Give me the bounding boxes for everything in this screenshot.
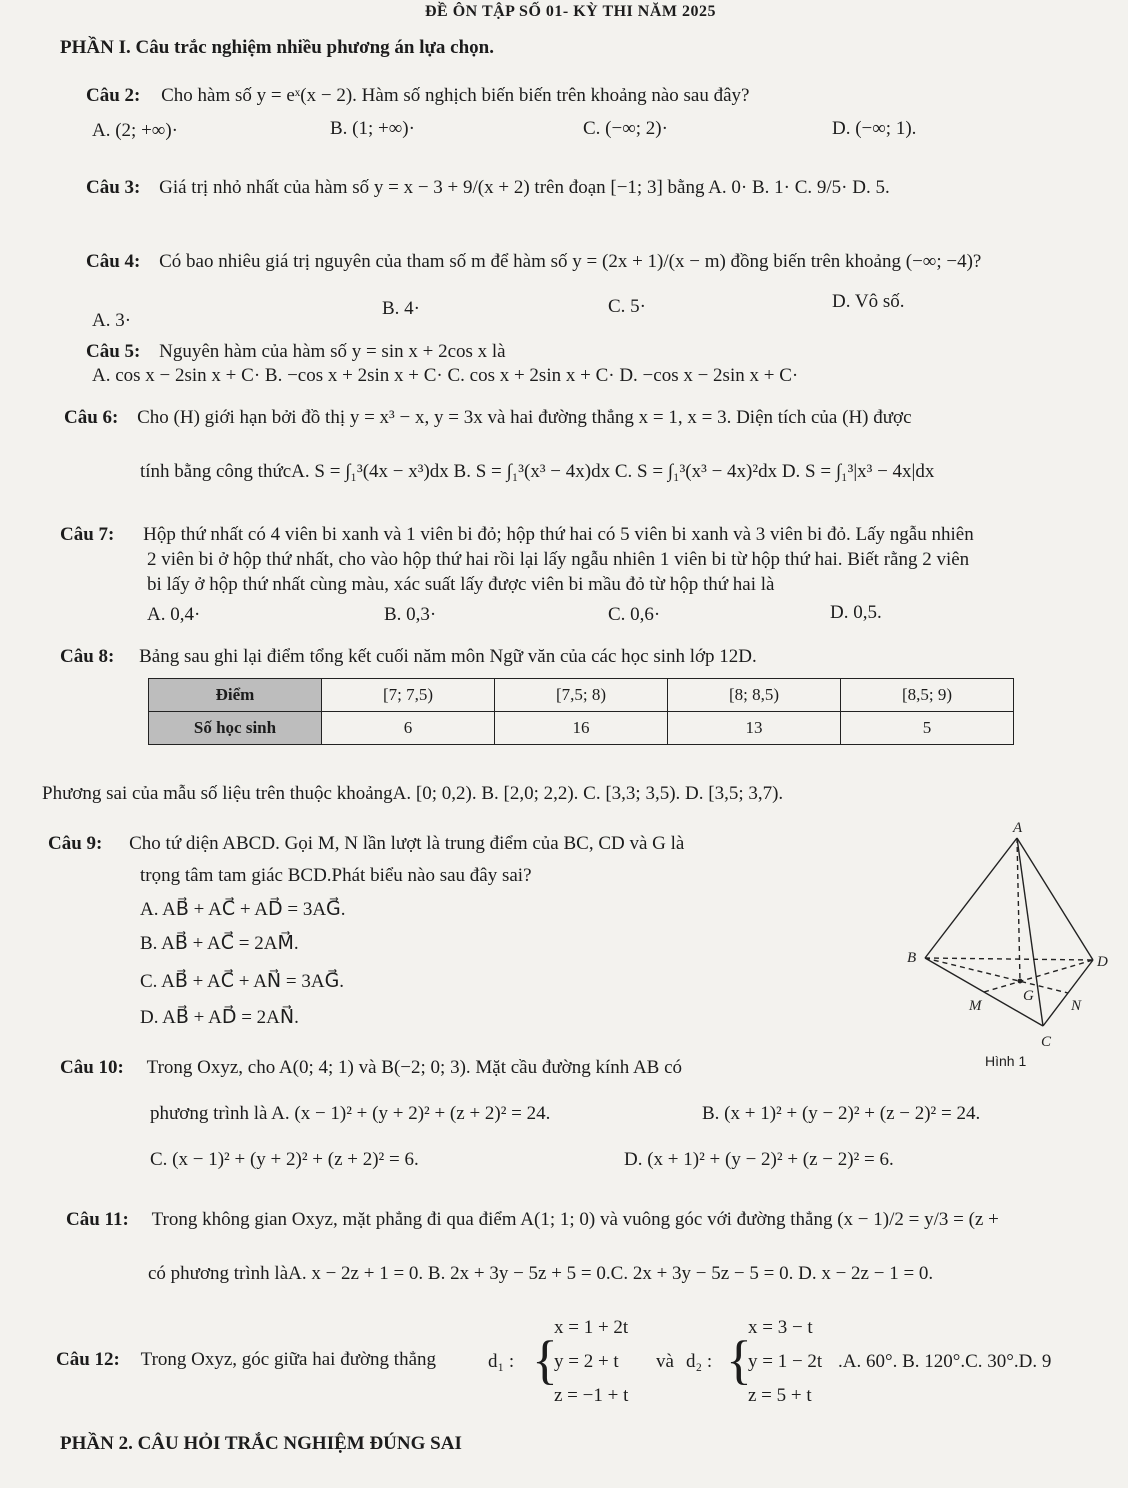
question-label: Câu 3: [86,177,141,198]
table-cell: [7,5; 8) [495,679,668,712]
label-d: D [1097,954,1108,970]
edge-ab [925,838,1017,958]
question-text: Bảng sau ghi lại điểm tổng kết cuối năm môn Ngữ văn của các học sinh lớp 12D. [139,646,757,667]
question-11 [66,1208,999,1232]
edge-bd-hidden [925,958,1093,960]
question-label: Câu 7: [60,524,115,545]
q9-option-d: D. AB⃗ + AD⃗ = 2AN⃗. [140,1007,299,1028]
question-8 [60,645,757,669]
table-cell: 6 [322,712,495,745]
question-10 [60,1056,682,1080]
and-word: và [656,1351,674,1372]
table-cell: 5 [841,712,1014,745]
d2-eq-y: y = 1 − 2t [748,1351,823,1372]
question-label: Câu 4: [86,251,141,272]
question-text: Giá trị nhỏ nhất của hàm số y = x − 3 + 9/(x + 2) trên đoạn [−1; 3] bằng A. 0· B. 1· C. 9/5· D. 5. [159,177,890,198]
q12-options: .A. 60°. B. 120°.C. 30°.D. 9 [838,1351,1052,1372]
table-cell: 16 [495,712,668,745]
q7-option-b: B. 0,3· [384,604,437,625]
question-6 [64,406,912,430]
d2-eq-x: x = 3 − t [748,1317,813,1338]
question-text: Có bao nhiêu giá trị nguyên của tham số m để hàm số y = (2x + 1)/(x − m) đồng biến trên khoảng (−∞; −4)? [159,251,982,272]
q2-option-b: B. (1; +∞)· [330,118,415,139]
d2-eq-z: z = 5 + t [748,1385,812,1406]
question-9 [48,832,684,856]
question-7 [60,523,974,547]
q8-question: Phương sai của mẫu số liệu trên thuộc khoảngA. [0; 0,2). B. [2,0; 2,2). C. [3,3; 3,5). D. [3,5; 3,7). [42,783,784,804]
question-4 [86,250,981,274]
question-label: Câu 2: [86,85,141,106]
table-cell: [8; 8,5) [668,679,841,712]
q10-option-a: phương trình là A. (x − 1)² + (y + 2)² + (z + 2)² = 24. [150,1103,551,1124]
label-c: C [1041,1034,1052,1050]
q4-option-c: C. 5· [608,296,646,317]
q6-options: tính bằng công thứcA. S = ∫₁³(4x − x³)dx B. S = ∫₁³(x³ − 4x)dx C. S = ∫₁³(x³ − 4x)²dx D. S = ∫₁³|x³ − 4x|dx [140,461,935,482]
q9-option-b: B. AB⃗ + AC⃗ = 2AM⃗. [140,933,299,954]
question-text: Cho (H) giới hạn bởi đồ thị y = x³ − x, y = 3x và hai đường thẳng x = 1, x = 3. Diện tích của (H) được [137,407,912,428]
q4-option-d: D. Vô số. [832,291,905,312]
q9-option-c: C. AB⃗ + AC⃗ + AN⃗ = 3AG⃗. [140,971,345,992]
edge-ad [1017,838,1093,960]
table-row [149,679,1014,712]
question-12 [56,1348,436,1372]
figure-caption: Hình 1 [985,1053,1027,1069]
exam-header: ĐỀ ÔN TẬP SỐ 01- KỲ THI NĂM 2025 [425,3,716,20]
score-table [148,678,1014,745]
table-row [149,712,1014,745]
d2-name: d₂ : [686,1351,713,1372]
q4-option-b: B. 4· [382,298,420,319]
label-n: N [1071,998,1082,1014]
question-label: Câu 12: [56,1349,120,1370]
part2-title: PHẦN 2. CÂU HỎI TRẮC NGHIỆM ĐÚNG SAI [60,1433,462,1454]
q2-option-a: A. (2; +∞)· [92,120,178,141]
q7-option-a: A. 0,4· [147,604,201,625]
label-a: A [1013,820,1023,836]
question-label: Câu 11: [66,1209,129,1230]
table-cell: [8,5; 9) [841,679,1014,712]
q10-option-d: D. (x + 1)² + (y − 2)² + (z − 2)² = 6. [624,1149,894,1170]
d1-eq-z: z = −1 + t [554,1385,629,1406]
question-text: Trong Oxyz, góc giữa hai đường thẳng [140,1349,437,1370]
q7-line-2: 2 viên bi ở hộp thứ nhất, cho vào hộp thứ hai rồi lại lấy ngẫu nhiên 1 viên bi từ hộp thứ hai. Biết rằng 2 viên [147,549,970,570]
question-text: Trong Oxyz, cho A(0; 4; 1) và B(−2; 0; 3). Mặt cầu đường kính AB có [146,1057,683,1078]
centroid-point [1018,979,1023,984]
label-g: G [1023,988,1034,1004]
question-label: Câu 8: [60,646,115,667]
label-m: M [969,998,982,1014]
question-label: Câu 10: [60,1057,124,1078]
d1-eq-x: x = 1 + 2t [554,1317,629,1338]
median-md [984,960,1093,992]
q4-option-a: A. 3· [92,310,132,331]
question-2 [86,84,749,108]
table-cell: [7; 7,5) [322,679,495,712]
table-cell: 13 [668,712,841,745]
table-header-score: Điểm [149,679,322,712]
part1-title: PHẦN I. Câu trắc nghiệm nhiều phương án lựa chọn. [60,37,494,58]
question-label: Câu 9: [48,833,103,854]
question-text: Cho tứ diện ABCD. Gọi M, N lần lượt là trung điểm của BC, CD và G là [129,833,685,854]
question-text: Nguyên hàm của hàm số y = sin x + 2cos x là [159,341,506,362]
brace-icon: { [726,1330,752,1390]
question-3 [86,176,890,200]
d1-name: d₁ : [488,1351,515,1372]
q9-option-a: A. AB⃗ + AC⃗ + AD⃗ = 3AG⃗. [140,899,346,920]
q7-line-3: bi lấy ở hộp thứ nhất cùng màu, xác suất lấy được viên bi mầu đỏ từ hộp thứ hai là [147,574,775,595]
q5-options: A. cos x − 2sin x + C· B. −cos x + 2sin x + C· C. cos x + 2sin x + C· D. −cos x − 2sin x + C· [92,365,799,386]
tetrahedron-figure [895,820,1115,1080]
q9-line-2: trọng tâm tam giác BCD.Phát biểu nào sau đây sai? [140,865,532,886]
q7-option-d: D. 0,5. [830,602,882,623]
question-label: Câu 5: [86,341,141,362]
table-header-students: Số học sinh [149,712,322,745]
label-b: B [907,950,917,966]
question-text: Cho hàm số y = eˣ(x − 2). Hàm số nghịch biến biến trên khoảng nào sau đây? [161,85,750,106]
question-text: Hộp thứ nhất có 4 viên bi xanh và 1 viên bi đỏ; hộp thứ hai có 5 viên bi xanh và 3 viên bi đỏ. Lấy ngẫu nhiên [143,524,974,545]
q7-option-c: C. 0,6· [608,604,661,625]
question-text: Trong không gian Oxyz, mặt phẳng đi qua điểm A(1; 1; 0) và vuông góc với đường thẳng (x − 1)/2 = y/3 = (z + [151,1209,999,1230]
q10-option-c: C. (x − 1)² + (y + 2)² + (z + 2)² = 6. [150,1149,419,1170]
q11-options: có phương trình làA. x − 2z + 1 = 0. B. 2x + 3y − 5z + 5 = 0.C. 2x + 3y − 5z − 5 = 0. D. x − 2z − 1 = 0. [148,1263,934,1284]
brace-icon: { [532,1330,558,1390]
q2-option-c: C. (−∞; 2)· [583,118,668,139]
d1-eq-y: y = 2 + t [554,1351,619,1372]
question-5 [86,340,506,364]
question-label: Câu 6: [64,407,119,428]
q2-option-d: D. (−∞; 1). [832,118,917,139]
q10-option-b: B. (x + 1)² + (y − 2)² + (z − 2)² = 24. [702,1103,981,1124]
